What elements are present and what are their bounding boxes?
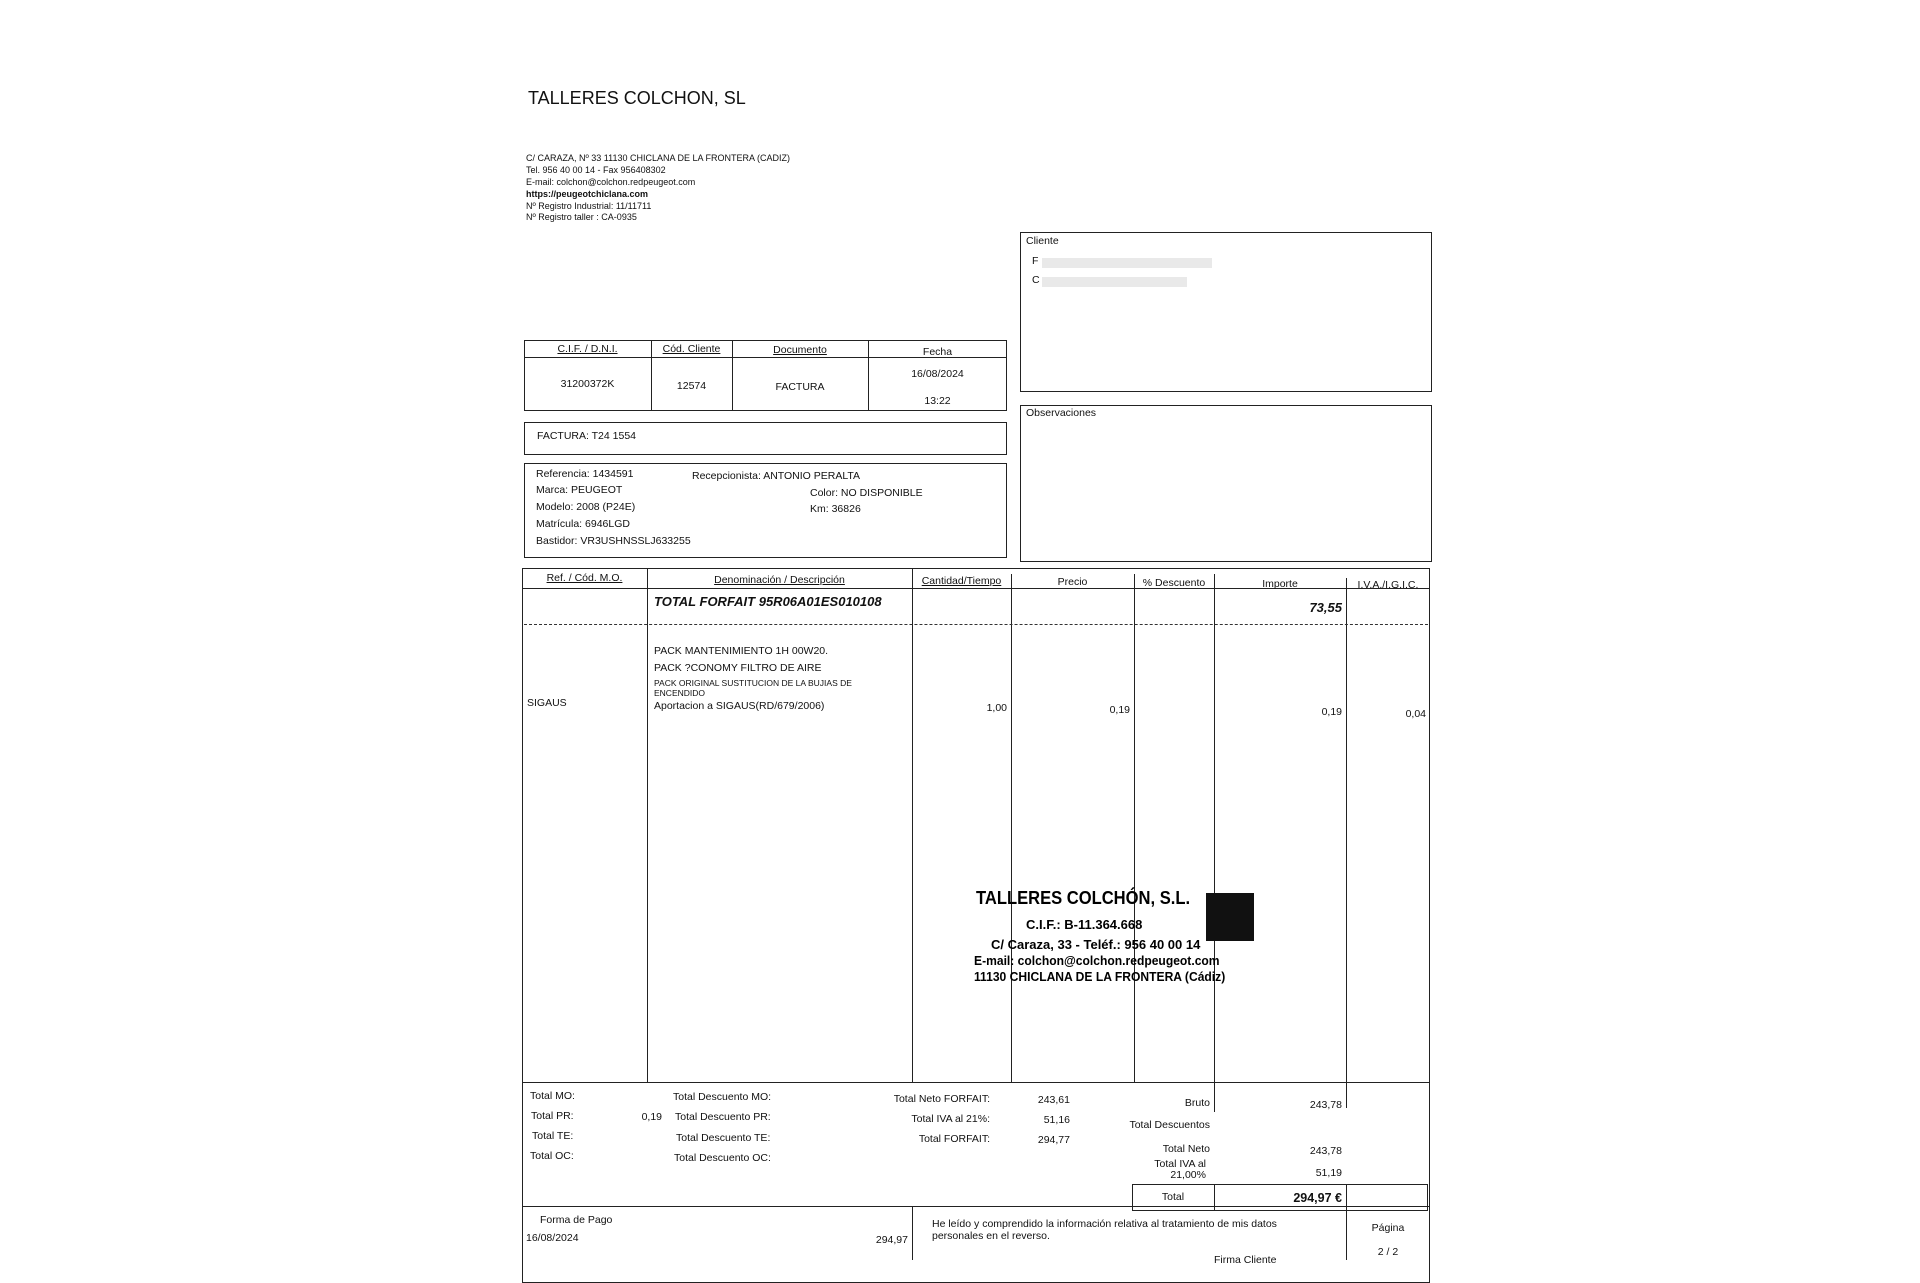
company-name: TALLERES COLCHON, SL [528,88,746,108]
client-name: F [1032,255,1039,267]
vehicle-recepcionista: Recepcionista: ANTONIO PERALTA [692,470,861,482]
forfait-title: TOTAL FORFAIT 95R06A01ES010108 [654,594,882,609]
desc-te-label: Total Descuento TE: [676,1132,771,1144]
payment-amount: 294,97 [875,1234,908,1246]
col-header-precio: Precio [1057,576,1088,588]
company-phone: Tel. 956 40 00 14 - Fax 956408302 [526,165,666,175]
stamp-line: E-mail: colchon@colchon.redpeugeot.com [974,953,1220,968]
company-web: https://peugeotchiclana.com [526,189,649,199]
total-label: Total [1161,1191,1185,1203]
col-header-descuento: % Descuento [1142,577,1206,589]
fecha-date: 16/08/2024 [911,368,964,380]
company-email: E-mail: colchon@colchon.redpeugeot.com [526,177,696,187]
stamp-line: C.I.F.: B-11.364.668 [1026,917,1143,932]
observations-box [1020,405,1432,562]
cod-cliente-value: 12574 [676,380,707,392]
forfait-label: Total FORFAIT: [918,1133,990,1145]
vehicle-matricula: Matrícula: 6946LGD [536,518,630,530]
cif-value: 31200372K [560,378,615,390]
desc-pr-label: Total Descuento PR: [675,1111,771,1123]
neto-value: 243,78 [1309,1145,1342,1157]
bruto-value: 243,78 [1309,1099,1342,1111]
item-desc-line: PACK ?CONOMY FILTRO DE AIRE [654,662,822,674]
legal-text: He leído y comprendido la información relativa al tratamiento de mis datos [932,1218,1277,1230]
stamp-line: 11130 CHICLANA DE LA FRONTERA (Cádiz) [974,969,1226,984]
company-reg-taller: Nº Registro taller : CA-0935 [526,212,637,222]
forfait-value: 294,77 [1037,1134,1070,1146]
desc-mo-label: Total Descuento MO: [673,1091,772,1103]
col-header-ref: Ref. / Cód. M.O. [546,572,623,584]
page-number-visible: 2 / 2 [1377,1246,1399,1258]
iva21-value: 51,16 [1043,1114,1070,1126]
items-col4 [1134,574,1135,1082]
client-name-redacted [1042,258,1212,268]
stamp-seal [1206,893,1254,941]
stamp-line: C/ Caraza, 33 - Teléf.: 956 40 00 14 [991,937,1201,952]
payment-label: Forma de Pago [540,1214,613,1226]
item-desc-line: PACK MANTENIMIENTO 1H 00W20. [654,645,829,657]
item-desc-small: PACK ORIGINAL SUSTITUCION DE LA BUJIAS DE [654,678,852,688]
items-col1 [647,568,648,1082]
company-reg-industrial: Nº Registro Industrial: 11/11711 [526,201,652,211]
forfait-amount: 73,55 [1309,600,1342,615]
col-header-importe: Importe [1262,578,1298,590]
forfait-divider [524,624,1428,625]
iva21-label: Total IVA al 21%: [911,1113,990,1125]
vehicle-km: Km: 36826 [810,503,861,515]
items-col5 [1214,574,1215,1112]
observations-label: Observaciones [1026,407,1097,419]
neto-label: Total Neto [1162,1143,1210,1155]
client-label: Cliente [1026,235,1059,247]
iva-rate: 21,00% [1170,1169,1206,1181]
client-address: C [1032,274,1040,286]
vehicle-color: Color: NO DISPONIBLE [810,487,923,499]
col-header-iva: I.V.A./I.G.I.C. [1357,579,1419,591]
signature-label: Firma Cliente [1214,1254,1277,1266]
total-oc-label: Total OC: [530,1150,574,1162]
total-pr-value: 0,19 [641,1111,662,1123]
company-address: C/ CARAZA, Nº 33 11130 CHICLANA DE LA FRONTERA (CADIZ) [526,153,791,163]
sigaus-iva: 0,04 [1405,708,1426,720]
sigaus-qty: 1,00 [986,702,1007,714]
sigaus-price: 0,19 [1109,704,1130,716]
iva-value: 51,19 [1315,1167,1342,1179]
bruto-label: Bruto [1184,1097,1210,1109]
documento-value: FACTURA [775,381,825,393]
descuentos-label: Total Descuentos [1129,1119,1210,1131]
client-address-redacted [1042,277,1187,287]
item-desc-small: ENCENDIDO [654,688,706,698]
items-col6 [1346,578,1347,1108]
col-header-descripcion: Denominación / Descripción [714,574,845,586]
stamp-line: TALLERES COLCHÓN, S.L. [976,888,1191,908]
desc-oc-label: Total Descuento OC: [674,1152,771,1164]
fecha-label: Fecha [922,346,953,358]
cod-cliente-label: Cód. Cliente [662,343,721,355]
page-label: Página [1371,1222,1405,1234]
fecha-time: 13:22 [924,395,951,407]
totals-rule [522,1082,1430,1083]
sigaus-ref: SIGAUS [527,697,567,709]
cif-label: C.I.F. / D.N.I. [557,343,618,355]
legal-text: personales en el reverso. [932,1230,1050,1242]
invoice-number: FACTURA: T24 1554 [537,430,637,442]
total-value: 294,97 € [1293,1191,1342,1205]
vehicle-bastidor: Bastidor: VR3USHNSSLJ633255 [536,535,691,547]
vehicle-marca: Marca: PEUGEOT [536,484,623,496]
vehicle-modelo: Modelo: 2008 (P24E) [536,501,636,513]
neto-forfait-value: 243,61 [1037,1094,1070,1106]
sigaus-desc: Aportacion a SIGAUS(RD/679/2006) [654,700,825,712]
total-pr-label: Total PR: [531,1110,574,1122]
documento-label: Documento [773,344,827,356]
total-te-label: Total TE: [532,1130,574,1142]
col-header-cantidad: Cantidad/Tiempo [921,575,1002,587]
items-col3 [1011,574,1012,1082]
vehicle-referencia: Referencia: 1434591 [536,468,634,480]
footer-col1 [912,1206,913,1260]
iva-label: Total IVA al [1154,1158,1206,1170]
client-box [1020,232,1432,392]
total-mo-label: Total MO: [530,1090,575,1102]
sigaus-importe: 0,19 [1321,706,1342,718]
payment-date: 16/08/2024 [526,1232,579,1244]
neto-forfait-label: Total Neto FORFAIT: [893,1093,990,1105]
items-col2 [912,568,913,1082]
